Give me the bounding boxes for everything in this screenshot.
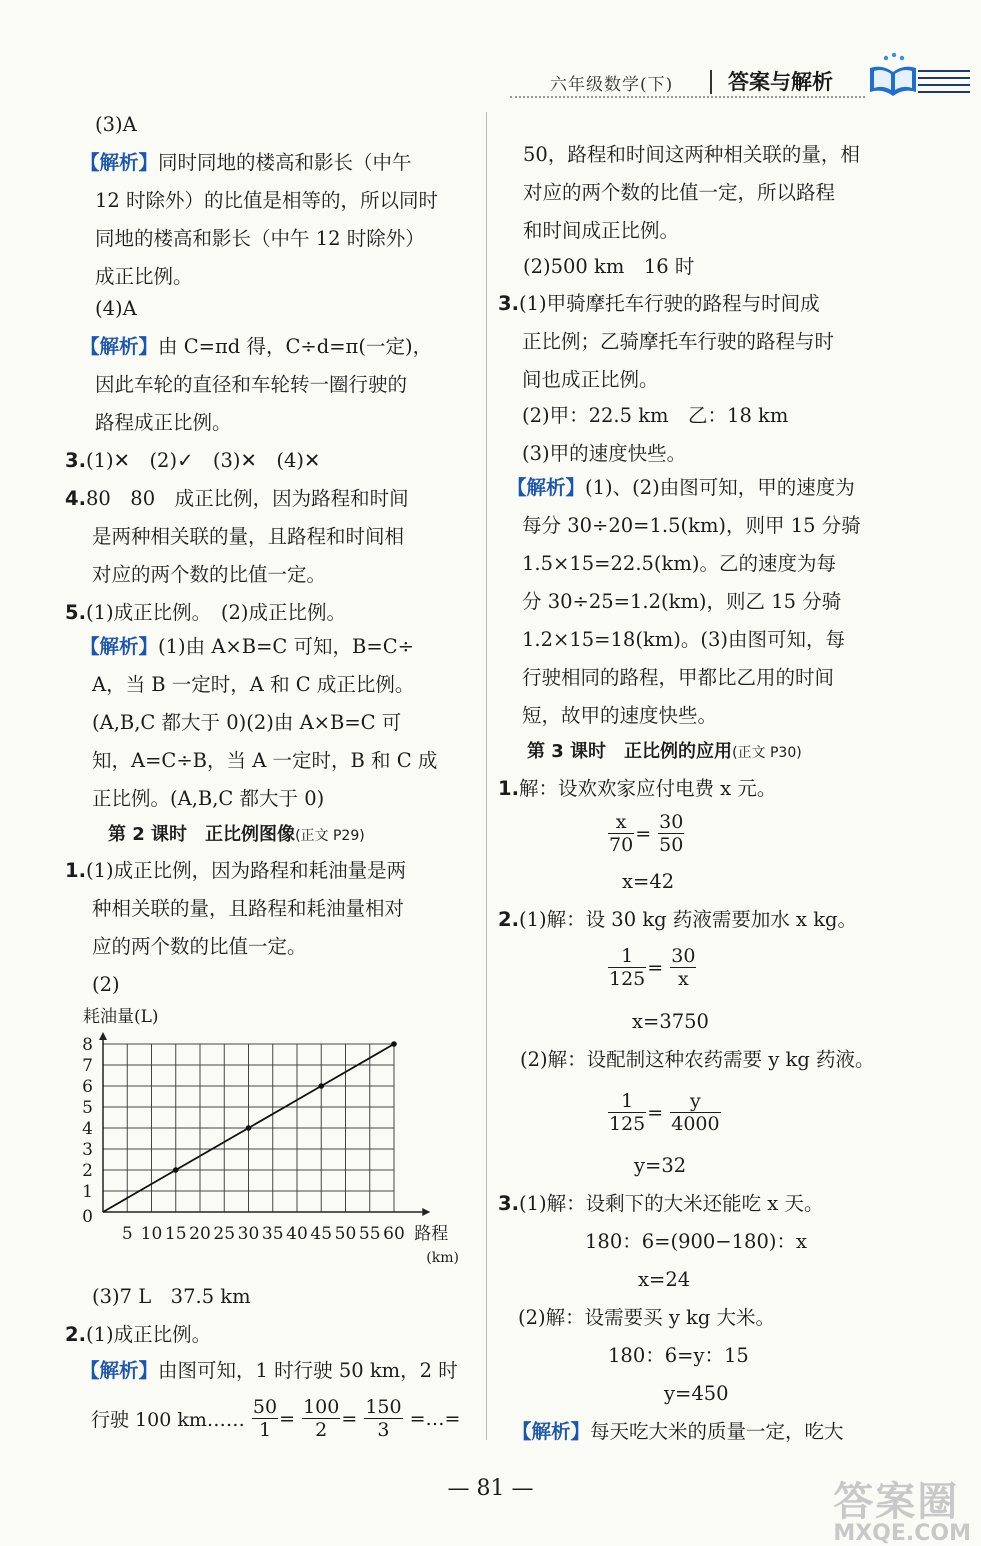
x-tick-label: 55: [358, 1224, 381, 1244]
explanation-line: 正比例。(A,B,C 都大于 0): [92, 787, 325, 810]
explanation-line: (A,B,C 都大于 0)(2)由 A×B=C 可: [92, 711, 402, 734]
answer-line: 种相关联的量，且路程和耗油量相对: [92, 897, 405, 920]
ratio-equation: 180：6=(900−180)：x: [585, 1230, 807, 1253]
y-tick-label: 7: [82, 1056, 93, 1076]
x-tick-label: 20: [189, 1224, 211, 1244]
question-5-answer: 5.(1)成正比例。 (2)成正比例。: [65, 601, 346, 624]
proportion-equation: $\frac{1}{125}$ = $\frac{y}{4000}$: [609, 1090, 720, 1135]
y-tick-label: 1: [82, 1182, 93, 1202]
application-question-2: 2.(1)解：设 30 kg 药液需要加水 x kg。: [498, 908, 858, 931]
answer-line: (3)甲的速度快些。: [522, 442, 687, 465]
explanation-line: 分 30÷25=1.2(km)，则乙 15 分骑: [522, 590, 842, 613]
y-tick-label: 8: [82, 1035, 93, 1055]
explanation-line: 同地的楼高和影长（中午 12 时除外）: [95, 227, 425, 250]
solution-line: x=42: [622, 870, 675, 893]
data-point: [318, 1083, 324, 1089]
header-title: 答案与解析: [728, 70, 833, 94]
answer-line: (2): [92, 973, 120, 996]
solution-line: x=24: [638, 1268, 691, 1291]
answer-line: 应的两个数的比值一定。: [92, 935, 307, 958]
answer-line: (4)A: [95, 297, 137, 320]
question-3-answer: 3.(1)甲骑摩托车行驶的路程与时间成: [498, 292, 820, 315]
fuel-distance-chart: [75, 1002, 465, 1272]
explanation-line: 1.5×15=22.5(km)。乙的速度为每: [522, 552, 836, 575]
solution-line: x=3750: [632, 1010, 709, 1033]
book-subtitle: 六年级数学(下): [550, 75, 674, 95]
x-axis-label: 路程: [414, 1224, 449, 1244]
application-question-3: 3.(1)解：设剩下的大米还能吃 x 天。: [498, 1192, 824, 1215]
x-axis-unit: (km): [426, 1250, 459, 1266]
ratio-equation: 180：6=y：15: [608, 1344, 749, 1367]
column-separator: [486, 112, 487, 1440]
page-number: — 81 —: [447, 1476, 534, 1501]
application-question-1: 1.解：设欢欢家应付电费 x 元。: [498, 777, 777, 800]
data-point: [391, 1041, 397, 1047]
explanation-line: 1.2×15=18(km)。(3)由图可知，每: [522, 628, 845, 651]
solution-line: y=450: [664, 1382, 729, 1405]
y-tick-label: 5: [82, 1098, 93, 1118]
section-question-1: 1.(1)成正比例，因为路程和耗油量是两: [65, 859, 407, 882]
y-axis-label: 耗油量(L): [83, 1007, 159, 1027]
y-tick-label: 4: [82, 1119, 93, 1139]
x-tick-label: 40: [286, 1224, 308, 1244]
ratio-equation: 行驶 100 km…… $\frac{50}{1}$ = $\frac{100}{2}$ = $\frac{150}{3}$ =…=: [91, 1396, 461, 1441]
question-3-answer: 3.(1)✕ (2)✓ (3)✕ (4)✕: [65, 449, 321, 472]
answer-line: (3)7 L 37.5 km: [92, 1285, 251, 1308]
x-axis-arrow: [422, 1208, 430, 1216]
x-tick-label: 50: [334, 1224, 357, 1244]
answer-line: (2)解：设需要买 y kg 大米。: [518, 1306, 776, 1329]
x-tick-label: 30: [237, 1224, 260, 1244]
lesson-3-heading: 第 3 课时 正比例的应用(正文 P30): [527, 741, 802, 762]
answer-line: 是两种相关联的量，且路程和时间相: [92, 525, 405, 548]
data-point: [173, 1167, 179, 1173]
answer-line: (3)A: [95, 113, 137, 136]
explanation-line: 每分 30÷20=1.5(km)，则甲 15 分骑: [522, 514, 861, 537]
explanation-line: 行驶相同的路程，甲都比乙用的时间: [522, 666, 835, 689]
answer-line: 间也成正比例。: [522, 368, 659, 391]
answer-line: 正比例；乙骑摩托车行驶的路程与时: [522, 330, 835, 353]
x-tick-label: 25: [213, 1224, 236, 1244]
explanation-line: 因此车轮的直径和车轮转一圈行驶的: [95, 373, 408, 396]
y-tick-label: 2: [82, 1161, 93, 1181]
lesson-2-heading: 第 2 课时 正比例图像(正文 P29): [108, 824, 365, 845]
answer-line: (2)甲：22.5 km 乙：18 km: [522, 404, 789, 427]
watermark: 答案圈 MXQE.COM: [833, 1479, 971, 1546]
page-header: [510, 64, 875, 104]
x-tick-label: 35: [261, 1224, 284, 1244]
answer-line: (2)500 km 16 时: [523, 255, 695, 278]
explanation-line: 知，A=C÷B，当 A 一定时，B 和 C 成: [92, 749, 438, 772]
header-decor-lines: [918, 70, 970, 98]
explanation-line: 路程成正比例。: [95, 411, 232, 434]
answer-line: 对应的两个数的比值一定。: [92, 563, 327, 586]
solution-line: y=32: [634, 1154, 687, 1177]
answer-line: (2)解：设配制这种农药需要 y kg 药液。: [520, 1048, 875, 1071]
explanation-line: 【解析】(1)由 A×B=C 可知，B=C÷: [80, 635, 414, 658]
x-tick-label: 60: [383, 1224, 405, 1244]
data-point: [246, 1125, 252, 1131]
section-question-2: 2.(1)成正比例。: [65, 1323, 212, 1346]
y-tick-label: 6: [82, 1077, 93, 1097]
question-4-answer: 4.80 80 成正比例，因为路程和时间: [65, 487, 409, 510]
header-dotted-rule: [510, 96, 865, 98]
x-tick-label: 5: [121, 1224, 133, 1244]
answer-line: 和时间成正比例。: [523, 219, 680, 242]
explanation-line: 成正比例。: [95, 265, 193, 288]
y-tick-label: 3: [82, 1140, 93, 1160]
explanation-line: 【解析】由图可知，1 时行驶 50 km，2 时: [80, 1359, 458, 1382]
x-tick-label: 15: [164, 1224, 187, 1244]
answer-line: 50，路程和时间这两种相关联的量，相: [523, 143, 860, 166]
answer-line: 对应的两个数的比值一定，所以路程: [523, 181, 836, 204]
explanation-line: 【解析】同时同地的楼高和影长（中午: [80, 151, 412, 174]
explanation-line: 【解析】由 C=πd 得，C÷d=π(一定)，: [80, 335, 433, 358]
explanation-line: 短，故甲的速度快些。: [522, 704, 718, 727]
header-divider: [710, 70, 712, 94]
y-axis-arrow: [99, 1032, 107, 1040]
proportion-equation: $\frac{1}{125}$ = $\frac{30}{x}$: [609, 945, 696, 990]
proportion-equation: $\frac{x}{70}$ = $\frac{30}{50}$: [609, 811, 684, 856]
explanation-line: 12 时除外）的比值是相等的，所以同时: [95, 189, 439, 212]
x-tick-label: 10: [140, 1224, 163, 1244]
explanation-tag: 【解析】: [80, 151, 159, 174]
explanation-line: 【解析】每天吃大米的质量一定，吃大: [512, 1420, 844, 1443]
open-book-icon: [866, 52, 920, 98]
x-tick-label: 45: [310, 1224, 333, 1244]
explanation-line: 【解析】(1)、(2)由图可知，甲的速度为: [507, 476, 855, 499]
origin-label: 0: [82, 1207, 93, 1227]
explanation-line: A，当 B 一定时，A 和 C 成正比例。: [92, 673, 415, 696]
